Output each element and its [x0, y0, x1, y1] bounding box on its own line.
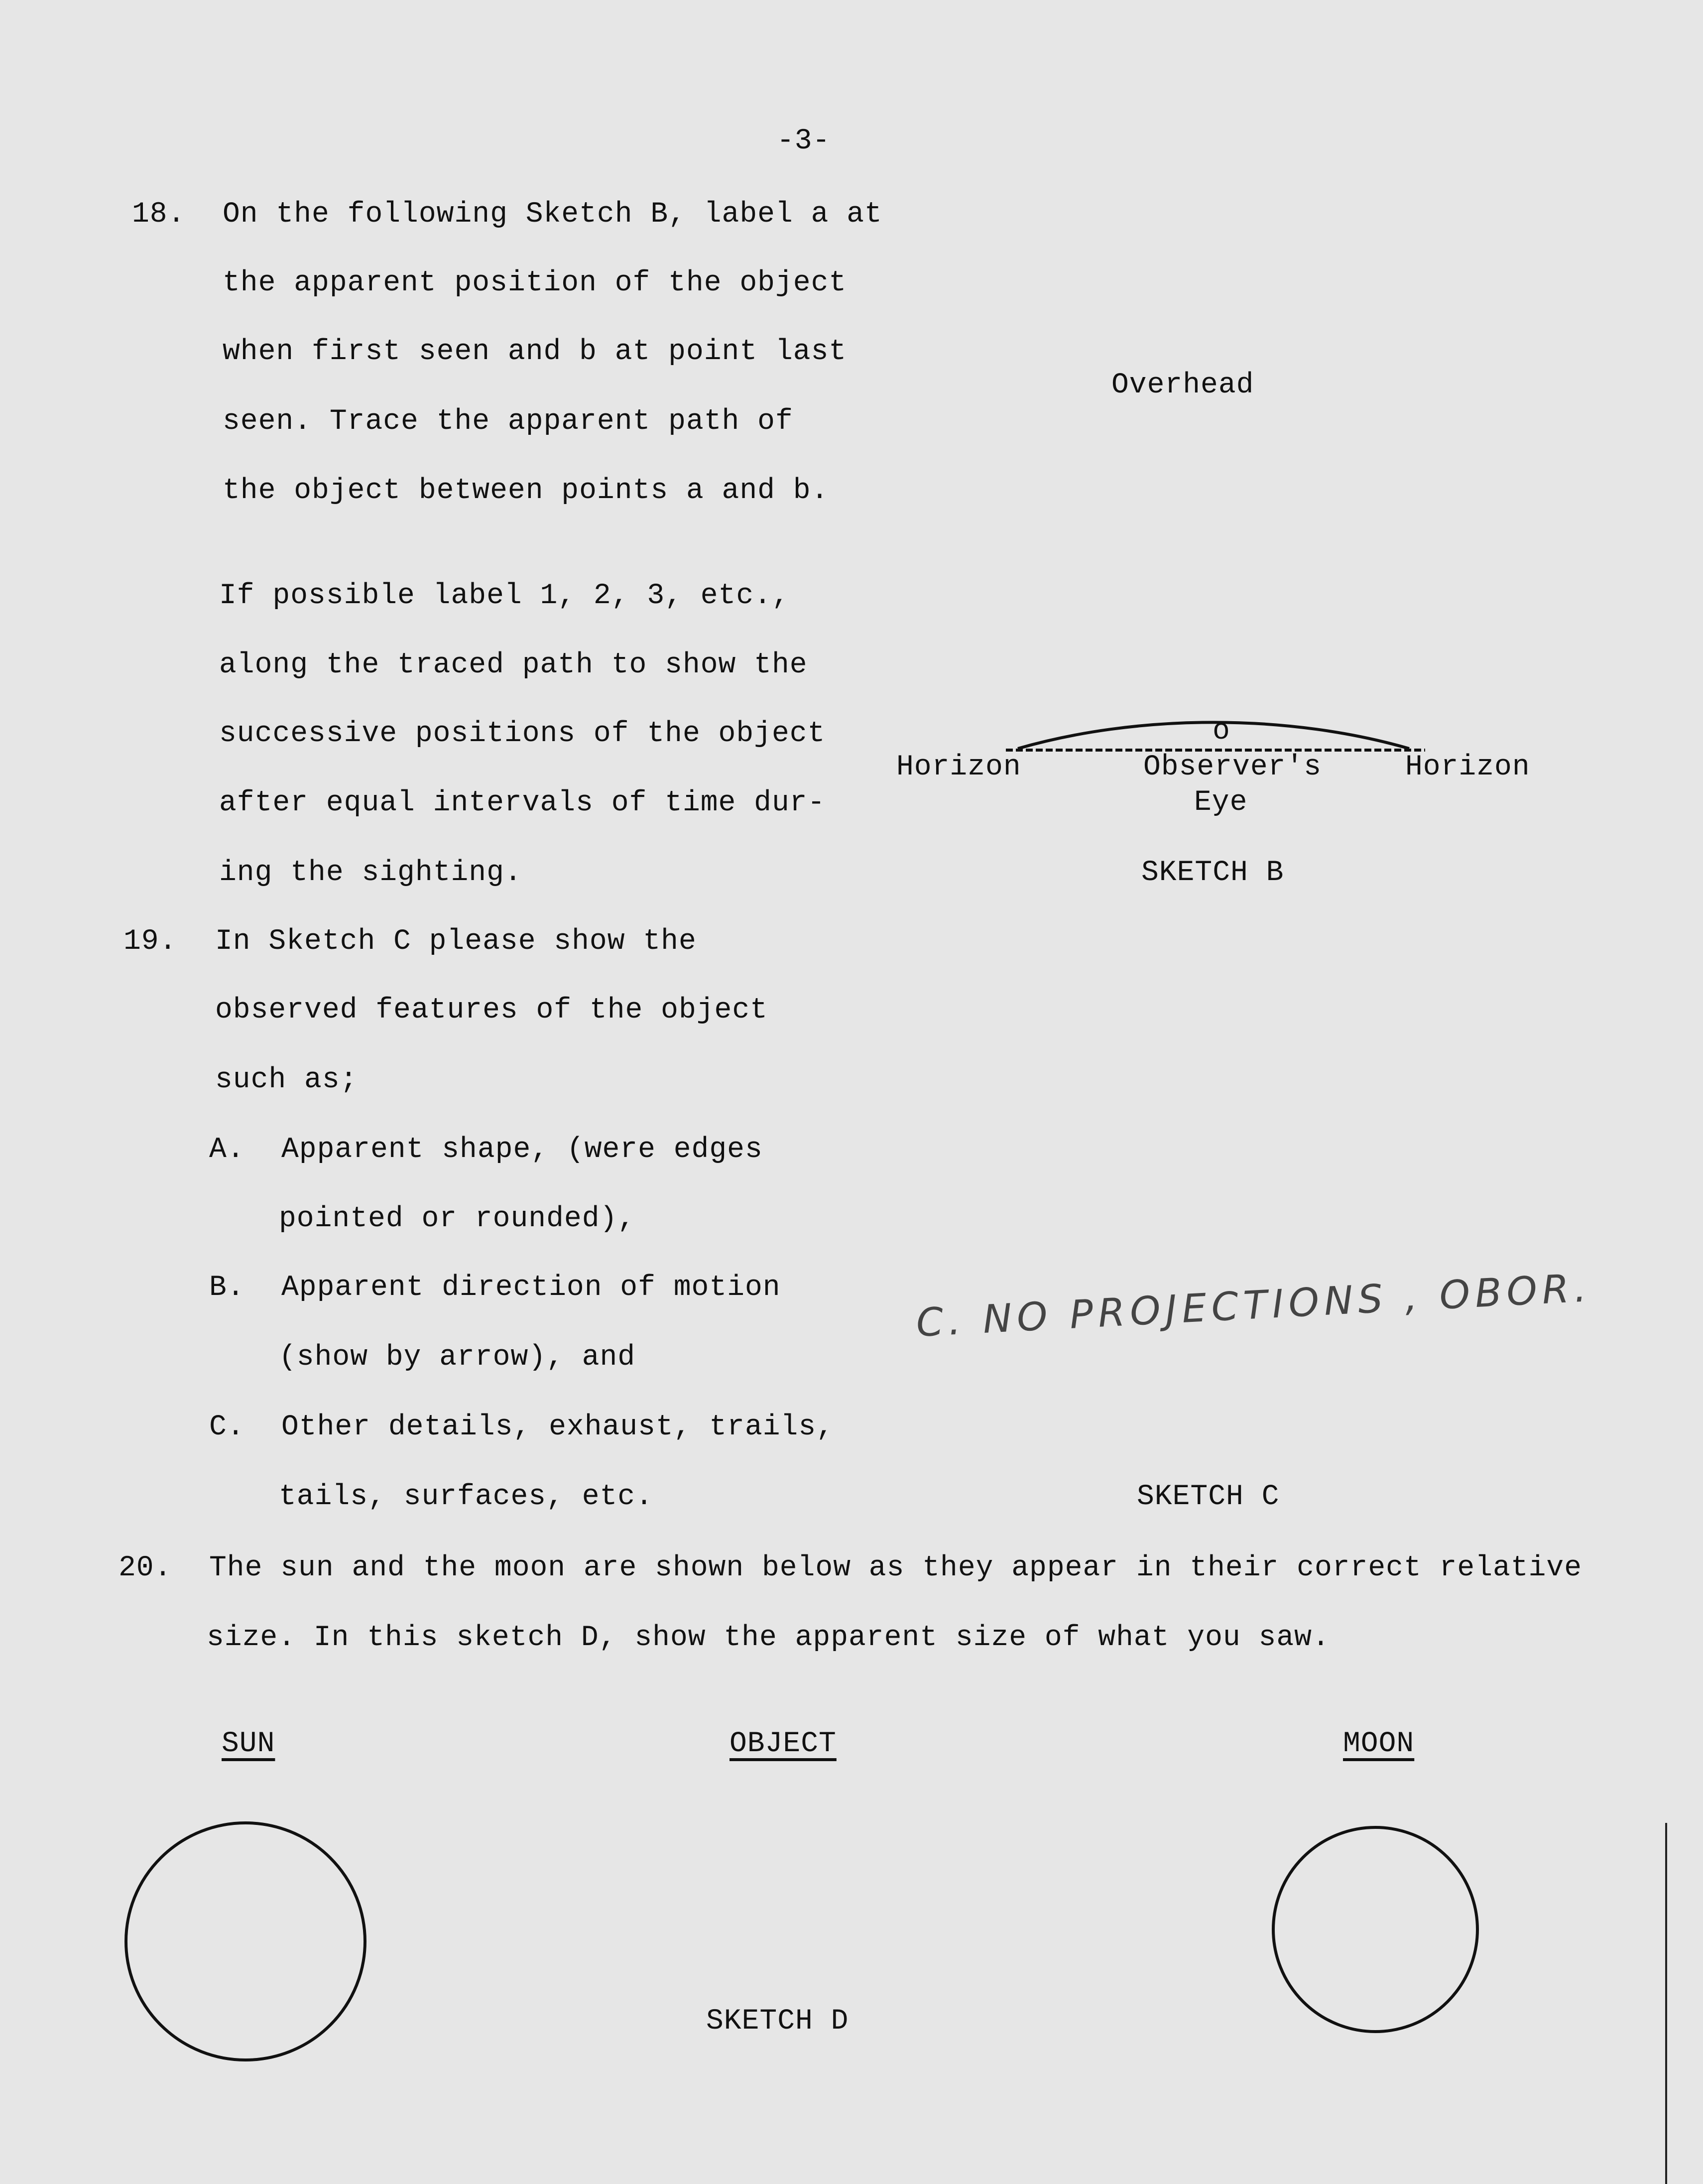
q18-line: On the following Sketch B, label a at	[223, 198, 882, 231]
q19-item-text: (show by arrow), and	[279, 1341, 636, 1374]
q19-item-text: Apparent direction of motion	[281, 1272, 781, 1304]
moon-label: MOON	[1343, 1728, 1415, 1760]
q18-line: when first seen and b at point last	[223, 336, 847, 368]
q18-para2-line: ing the sighting.	[219, 857, 522, 889]
q18-para2-line: If possible label 1, 2, 3, etc.,	[219, 580, 790, 612]
q18-para2-line: after equal intervals of time dur-	[219, 787, 826, 819]
horizon-right-label: Horizon	[1405, 751, 1530, 783]
q19-item-letter: C.	[209, 1411, 245, 1443]
q18-line: seen. Trace the apparent path of	[223, 405, 793, 438]
q19-line: observed features of the object	[215, 994, 768, 1027]
overhead-label: Overhead	[1111, 369, 1254, 401]
q18-para2-line: successive positions of the object	[219, 718, 826, 750]
q19-line: In Sketch C please show the	[215, 925, 697, 958]
q19-item-text: tails, surfaces, etc.	[279, 1481, 653, 1513]
q19-item-text: Apparent shape, (were edges	[281, 1134, 763, 1166]
q19-item-text: pointed or rounded),	[279, 1203, 636, 1235]
q20-line: size. In this sketch D, show the apparent size of what you saw.	[207, 1622, 1330, 1654]
q19-line: such as;	[215, 1064, 358, 1096]
q19-item-text: Other details, exhaust, trails,	[281, 1411, 834, 1443]
page-number: -3-	[777, 125, 831, 157]
object-label: OBJECT	[730, 1728, 837, 1760]
q18-number: 18.	[132, 198, 186, 231]
handwritten-note: C. NO PROJECTIONS , OBOR.	[915, 1266, 1593, 1346]
sketch-b-caption: SKETCH B	[1141, 857, 1284, 889]
observer-mark: o	[1213, 715, 1230, 748]
q20-number: 20.	[119, 1552, 172, 1584]
horizon-left-label: Horizon	[896, 751, 1021, 783]
sun-label: SUN	[222, 1728, 275, 1760]
q20-line: The sun and the moon are shown below as they appear in their correct relative	[209, 1552, 1582, 1584]
q18-line: the object between points a and b.	[223, 475, 829, 507]
q18-line: the apparent position of the object	[223, 267, 847, 299]
observer-eye-label: Eye	[1194, 786, 1248, 819]
sketch-c-caption: SKETCH C	[1137, 1481, 1280, 1513]
q19-item-letter: A.	[209, 1134, 245, 1166]
q19-item-letter: B.	[209, 1272, 245, 1304]
observer-label: Observer's	[1143, 751, 1322, 783]
q18-para2-line: along the traced path to show the	[219, 649, 808, 681]
q19-number: 19.	[123, 925, 177, 958]
sketch-d-caption: SKETCH D	[706, 2005, 849, 2038]
